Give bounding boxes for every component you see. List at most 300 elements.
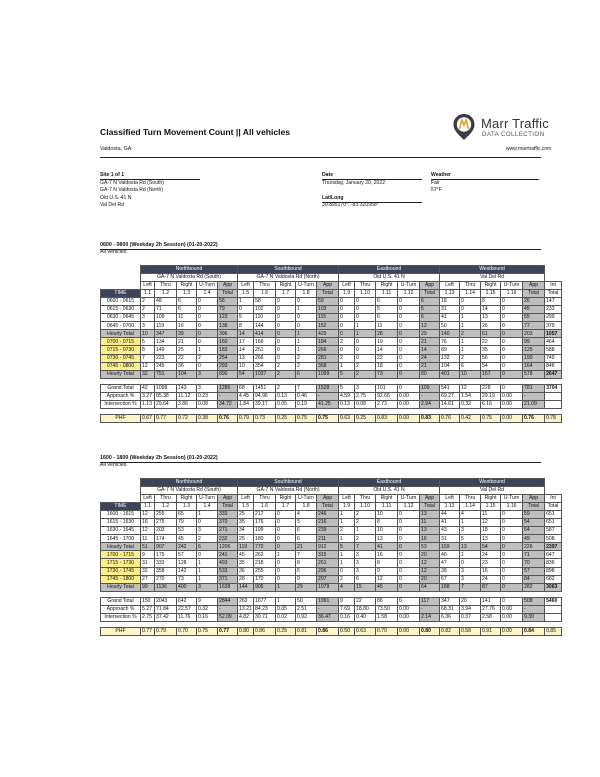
cell-value: 170: [254, 575, 276, 583]
row-label: 0730 - 0745: [101, 354, 141, 362]
cell-value: 5: [296, 567, 317, 575]
cell-value: 588: [545, 346, 562, 354]
movement-label: U-Turn: [398, 282, 420, 290]
row-label: Hourly Total: [101, 370, 141, 378]
cell-value: 11: [420, 519, 440, 527]
cell-value: 0.76: [218, 414, 238, 422]
movement-id: 1.5: [238, 503, 254, 511]
cell-value: 56: [218, 298, 238, 306]
cell-value: 1: [339, 551, 355, 559]
cell-value: 293: [218, 362, 238, 370]
cell-value: 296: [317, 567, 339, 575]
cell-value: 226: [523, 543, 545, 551]
cell-value: 0: [398, 543, 420, 551]
row-label: PHF: [101, 414, 141, 422]
cell-value: 0.80: [238, 627, 254, 635]
cell-value: 0: [355, 306, 376, 314]
cell-value: 0: [398, 330, 420, 338]
cell-value: 84: [523, 575, 545, 583]
temperature-value: 57°F: [431, 187, 442, 194]
movement-label: Left: [238, 282, 254, 290]
cell-value: 0: [398, 535, 420, 543]
cell-value: 0: [501, 551, 523, 559]
cell-value: 61: [481, 330, 501, 338]
cell-value: 38: [440, 567, 460, 575]
movement-id: 1.4: [197, 290, 218, 298]
cell-value: 12: [460, 384, 481, 392]
cell-value: 5: [339, 543, 355, 551]
cell-value: 2: [197, 535, 218, 543]
table-row: [101, 519, 562, 527]
table-row: [101, 322, 562, 330]
cell-value: 14: [420, 346, 440, 354]
cell-value: 99: [523, 338, 545, 346]
movement-label: App: [218, 495, 238, 503]
table-row: [101, 543, 562, 551]
cell-value: 2397: [545, 543, 562, 551]
movement-id: 1.6: [254, 503, 276, 511]
cell-value: 0.77: [218, 627, 238, 635]
cell-value: 0: [501, 527, 523, 535]
cell-value: 1638: [218, 583, 238, 591]
cell-value: 4: [296, 511, 317, 519]
cell-value: 13: [238, 354, 254, 362]
cell-value: 9: [141, 551, 155, 559]
movement-label: App: [317, 282, 339, 290]
cell-value: 160: [218, 338, 238, 346]
cell-value: 0: [339, 322, 355, 330]
cell-value: 101: [376, 384, 398, 392]
cell-value: 3: [141, 314, 155, 322]
row-label: 0615 - 0630: [101, 306, 141, 314]
approach-total-label: Total: [218, 503, 238, 511]
movement-label: Right: [177, 495, 197, 503]
cell-value: 21.09: [523, 400, 545, 408]
cell-value: 73: [177, 575, 197, 583]
cell-value: 508: [545, 535, 562, 543]
cell-value: 414: [254, 330, 276, 338]
cell-value: 199: [254, 527, 276, 535]
cell-value: 0.00: [398, 414, 420, 422]
corner-blank: [101, 274, 141, 282]
movement-label: Right: [376, 495, 398, 503]
cell-value: 54: [238, 370, 254, 378]
cell-value: 144: [254, 322, 276, 330]
cell-value: 1.58: [376, 613, 398, 621]
cell-value: 6: [460, 362, 481, 370]
cell-value: 6: [296, 535, 317, 543]
row-label: 1630 - 1645: [101, 527, 141, 535]
cell-value: 115: [317, 314, 339, 322]
cell-value: 651: [545, 511, 562, 519]
cell-value: 11.76: [177, 613, 197, 621]
cell-value: 0: [398, 597, 420, 605]
cell-value: 48: [155, 298, 177, 306]
cell-value: 333: [155, 559, 177, 567]
cell-value: 17: [238, 338, 254, 346]
cell-value: 898: [545, 567, 562, 575]
cell-value: 1451: [254, 384, 276, 392]
cell-value: 18.80: [355, 605, 376, 613]
cell-value: 0.82: [440, 627, 460, 635]
cell-value: 3: [141, 322, 155, 330]
cell-value: 1057: [545, 330, 562, 338]
road-east: Old U.S. 41 N: [100, 194, 132, 201]
road-header-eastbound: Old U.S. 41 N: [339, 487, 440, 495]
corner-blank: [101, 487, 141, 495]
cell-value: 0: [355, 338, 376, 346]
cell-value: 333: [218, 511, 238, 519]
cell-value: 143: [177, 384, 197, 392]
cell-value: 0: [276, 567, 296, 575]
cell-value: 0.32: [197, 605, 218, 613]
weather-info: [431, 172, 451, 195]
cell-value: 0: [355, 346, 376, 354]
latlong-label: Lat/Long: [322, 194, 344, 201]
movement-id: 1.16: [501, 503, 523, 511]
cell-value: 142: [177, 567, 197, 575]
cell-value: 80: [420, 370, 440, 378]
cell-value: 3: [460, 567, 481, 575]
cell-value: 0.86: [254, 627, 276, 635]
cell-value: 890: [218, 370, 238, 378]
cell-value: 6: [376, 314, 398, 322]
cell-value: 0: [296, 322, 317, 330]
movement-id: 1.10: [355, 290, 376, 298]
movement-id: 1.3: [177, 290, 197, 298]
direction-header-southbound: Southbound: [238, 479, 339, 487]
cell-value: 255: [254, 567, 276, 575]
cell-value: 44: [440, 511, 460, 519]
cell-value: 0.76: [523, 414, 545, 422]
cell-value: 8: [296, 559, 317, 567]
row-label: 0645 - 0700: [101, 322, 141, 330]
movement-id: 1.8: [296, 503, 317, 511]
cell-value: 11: [376, 322, 398, 330]
date-underline: [322, 179, 422, 180]
cell-value: 0: [398, 346, 420, 354]
cell-value: 5: [339, 384, 355, 392]
movement-label: Thru: [155, 495, 177, 503]
cell-value: 0: [460, 559, 481, 567]
cell-value: 0: [501, 543, 523, 551]
cell-value: 211: [317, 535, 339, 543]
cell-value: 57: [440, 575, 460, 583]
cell-value: 2: [339, 527, 355, 535]
site-underline: [100, 179, 200, 180]
date-value: Thursday, January 20, 2022: [322, 179, 386, 186]
cell-value: 6: [296, 527, 317, 535]
cell-value: 18: [376, 362, 398, 370]
cell-value: 262: [254, 551, 276, 559]
cell-value: 164: [523, 362, 545, 370]
cell-value: 396: [218, 330, 238, 338]
movement-id: 1.15: [481, 290, 501, 298]
cell-value: 0.75: [481, 414, 501, 422]
cell-value: 109: [155, 314, 177, 322]
cell-value: 8: [481, 298, 501, 306]
weather-label: Weather: [431, 172, 452, 178]
cell-value: 0.08: [197, 400, 218, 408]
cell-value: -: [420, 605, 440, 613]
cell-value: 275: [155, 519, 177, 527]
cell-value: 3704: [545, 384, 562, 392]
cell-value: 45: [523, 306, 545, 314]
weather-value: Fair: [431, 179, 440, 186]
cell-value: 2647: [545, 370, 562, 378]
cell-value: 176: [254, 519, 276, 527]
approach-total-label: Total: [420, 290, 440, 298]
movement-label: Thru: [460, 495, 481, 503]
cell-value: 71: [155, 306, 177, 314]
cell-value: 245: [155, 362, 177, 370]
cell-value: 241: [218, 551, 238, 559]
cell-value: 14: [481, 306, 501, 314]
table-row: [101, 583, 562, 591]
cell-value: 2.14: [420, 613, 440, 621]
cell-value: 5: [141, 338, 155, 346]
row-label: 1600 - 1615: [101, 511, 141, 519]
cell-value: 1: [197, 567, 218, 575]
cell-value: 0: [276, 314, 296, 322]
cell-value: 35: [238, 519, 254, 527]
cell-value: 647: [545, 551, 562, 559]
cell-value: 0.77: [141, 627, 155, 635]
cell-value: 102: [254, 306, 276, 314]
cell-value: 54: [523, 519, 545, 527]
row-label: 1645 - 1700: [101, 535, 141, 543]
movement-id: 1.5: [238, 290, 254, 298]
cell-value: 6: [420, 314, 440, 322]
cell-value: 2: [355, 511, 376, 519]
row-label: 1700 - 1715: [101, 551, 141, 559]
cell-value: 0: [398, 338, 420, 346]
cell-value: 16: [177, 322, 197, 330]
cell-value: 104: [440, 362, 460, 370]
movement-id: 1.14: [460, 290, 481, 298]
cell-value: 103: [317, 306, 339, 314]
cell-value: 25: [238, 511, 254, 519]
cell-value: 3.27: [141, 392, 155, 400]
cell-value: 11: [177, 314, 197, 322]
cell-value: 0: [355, 354, 376, 362]
cell-value: 110: [254, 314, 276, 322]
cell-value: 9: [339, 597, 355, 605]
cell-value: 0.25: [276, 627, 296, 635]
table-row: [101, 392, 562, 400]
cell-value: 14: [376, 346, 398, 354]
cell-value: 371: [218, 575, 238, 583]
cell-value: 45: [238, 551, 254, 559]
movement-label: Thru: [155, 282, 177, 290]
cell-value: 0.00: [398, 613, 420, 621]
cell-value: 2: [141, 306, 155, 314]
road-header-northbound: GA-7 N Valdosta Rd (South): [141, 487, 238, 495]
cell-value: 39: [177, 330, 197, 338]
row-label: Intersection %: [101, 400, 141, 408]
cell-value: 1098: [155, 384, 177, 392]
cell-value: 242: [177, 543, 197, 551]
cell-value: 1286: [218, 384, 238, 392]
cell-value: 167: [481, 370, 501, 378]
cell-value: 0: [398, 354, 420, 362]
cell-value: 6.16: [481, 400, 501, 408]
cell-value: 0: [501, 370, 523, 378]
weather-underline: [431, 179, 539, 180]
cell-value: 0.75: [317, 414, 339, 422]
table-row: [101, 527, 562, 535]
cell-value: 587: [545, 527, 562, 535]
cell-value: 2: [355, 370, 376, 378]
cell-value: 0.72: [177, 414, 197, 422]
movement-id: 1.12: [398, 290, 420, 298]
cell-value: 12: [141, 362, 155, 370]
cell-value: 183: [218, 346, 238, 354]
cell-value: 6: [177, 298, 197, 306]
cell-value: 0.19: [296, 400, 317, 408]
cell-value: 36: [177, 362, 197, 370]
cell-value: 119: [155, 322, 177, 330]
cell-value: 1: [296, 346, 317, 354]
cell-value: 5: [339, 370, 355, 378]
cell-value: 271: [218, 527, 238, 535]
cell-value: 41: [376, 543, 398, 551]
cell-value: 3063: [545, 583, 562, 591]
cell-value: 0.63: [339, 414, 355, 422]
cell-value: 3: [355, 559, 376, 567]
cell-value: 19: [376, 338, 398, 346]
cell-value: 2043: [155, 597, 177, 605]
cell-value: 1: [197, 575, 218, 583]
cell-value: 533: [218, 567, 238, 575]
cell-value: 85.38: [155, 392, 177, 400]
cell-value: 7: [141, 354, 155, 362]
cell-value: 0: [460, 298, 481, 306]
cell-value: 79: [177, 519, 197, 527]
cell-value: 5: [460, 535, 481, 543]
road-header-northbound: GA-7 N Valdosta Rd (South): [141, 274, 238, 282]
cell-value: 10: [376, 527, 398, 535]
cell-value: 1: [460, 322, 481, 330]
cell-value: 1: [296, 330, 317, 338]
cell-value: 27: [141, 575, 155, 583]
cell-value: 41: [440, 519, 460, 527]
corner-blank: [101, 479, 141, 487]
cell-value: 6: [177, 306, 197, 314]
cell-value: 0: [501, 384, 523, 392]
latlong-value: 30.895170°, -83.320958°: [322, 202, 379, 209]
cell-value: 228: [481, 384, 501, 392]
cell-value: 54: [481, 543, 501, 551]
cell-value: 39.17: [254, 400, 276, 408]
cell-value: -: [218, 392, 238, 400]
cell-value: 6: [197, 543, 218, 551]
cell-value: 0: [276, 535, 296, 543]
movement-id: 1.11: [376, 290, 398, 298]
cell-value: 2: [460, 354, 481, 362]
session-1-divider: [100, 249, 541, 250]
cell-value: 207: [317, 575, 339, 583]
movement-id: 1.13: [440, 290, 460, 298]
cell-value: 25: [177, 346, 197, 354]
approach-total-label: Total: [317, 503, 339, 511]
cell-value: 0.86: [317, 627, 339, 635]
cell-value: 0: [398, 306, 420, 314]
session-1-title: 0600 - 0800 (Weekday 2h Session) (01-20-2022): [100, 242, 218, 248]
direction-header-eastbound: Eastbound: [339, 266, 440, 274]
cell-value: 1: [355, 322, 376, 330]
cell-value: 1: [296, 306, 317, 314]
cell-value: 0: [197, 306, 218, 314]
cell-value: 203: [155, 527, 177, 535]
cell-value: 0.70: [177, 627, 197, 635]
cell-value: 0.75: [197, 627, 218, 635]
cell-value: 68: [238, 384, 254, 392]
cell-value: 1.13: [141, 400, 155, 408]
cell-value: 1: [197, 346, 218, 354]
movement-id: 1.10: [355, 503, 376, 511]
int-total-label: Int: [545, 495, 562, 503]
cell-value: 0.50: [339, 627, 355, 635]
cell-value: 9: [376, 567, 398, 575]
road-south: GA-7 N Valdosta Rd (South): [100, 179, 164, 186]
cell-value: 123: [218, 314, 238, 322]
cell-value: 6: [355, 575, 376, 583]
cell-value: 315: [317, 551, 339, 559]
cell-value: 36.47: [317, 613, 339, 621]
cell-value: 2: [296, 354, 317, 362]
movement-id: 1.7: [276, 290, 296, 298]
cell-value: 59: [317, 298, 339, 306]
cell-value: 20: [420, 575, 440, 583]
cell-value: 0: [398, 559, 420, 567]
cell-value: 1528: [317, 384, 339, 392]
cell-value: 2: [339, 354, 355, 362]
cell-value: 77: [523, 322, 545, 330]
cell-value: 41.25: [317, 400, 339, 408]
cell-value: 21: [420, 362, 440, 370]
cell-value: 0.32: [460, 400, 481, 408]
cell-value: 21: [177, 338, 197, 346]
cell-value: 493: [218, 559, 238, 567]
cell-value: 0.83: [420, 414, 440, 422]
row-label: Hourly Total: [101, 583, 141, 591]
cell-value: 0: [339, 330, 355, 338]
cell-value: 29.19: [481, 392, 501, 400]
location-label: Valdosta, GA: [100, 146, 132, 152]
website-label: www.marrtraffic.com: [506, 146, 552, 152]
cell-value: 13: [376, 535, 398, 543]
cell-value: 0.05: [276, 400, 296, 408]
cell-value: 0.00: [501, 392, 523, 400]
cell-value: 254: [218, 354, 238, 362]
cell-value: 6: [296, 370, 317, 378]
cell-value: 5: [420, 306, 440, 314]
cell-value: 3: [197, 370, 218, 378]
table-row: [101, 330, 562, 338]
row-label: 1615 - 1630: [101, 519, 141, 527]
cell-value: 347: [440, 597, 460, 605]
cell-value: 0.00: [398, 392, 420, 400]
cell-value: 0: [276, 575, 296, 583]
cell-value: 0: [501, 511, 523, 519]
cell-value: 76: [440, 338, 460, 346]
cell-value: 0: [398, 583, 420, 591]
cell-value: 400: [177, 583, 197, 591]
movement-label: U-Turn: [296, 282, 317, 290]
row-label: 0630 - 0645: [101, 314, 141, 322]
cell-value: 64: [523, 527, 545, 535]
